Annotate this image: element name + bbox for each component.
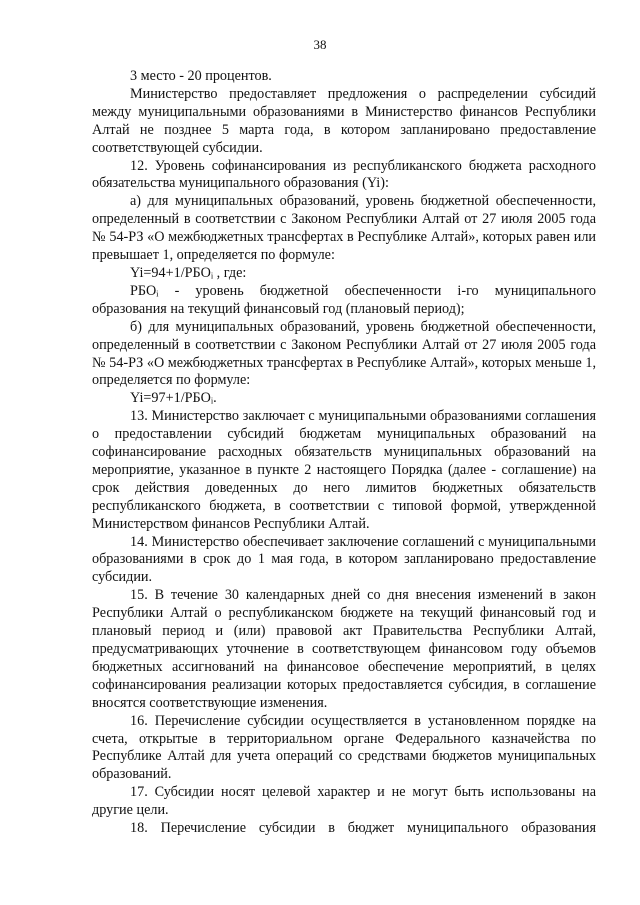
paragraph-item-13: 13. Министерство заключает с муниципальными образованиями соглашения о предоставлении субсидий бюджетам муниципальных образований на софинансирование расходных обязательств муниципальных образований на мероприятие, указанное в пункте 2 настоящего Порядка (далее - соглашение) на срок действия доведенных до него лимитов бюджетных обязательств республиканского бюджета, в соответствии с типовой формой, утвержденной Министерством финансов Республики Алтай. — [92, 408, 596, 532]
paragraph-item-17: 17. Субсидии носят целевой характер и не могут быть использованы на другие цели. — [92, 784, 596, 819]
paragraph-item-15: 15. В течение 30 календарных дней со дня внесения изменений в закон Республики Алтай о республиканском бюджете на текущий финансовый год и плановый период и (или) правовой акт Правительства Республики Алтай, предусматривающих уточнение в соответствующем финансовом году объемов бюджетных ассигнований на финансовое обеспечение мероприятий, в целях софинансирования реализации которых предоставляется субсидия, в соглашение вносятся соответствующие изменения. — [92, 587, 596, 711]
paragraph-rbo-definition: РБОᵢ - уровень бюджетной обеспеченности i-го муниципального образования на текущий финансовый год (плановый период); — [92, 282, 596, 317]
formula-yi-97: Yi=97+1/РБОᵢ. — [130, 390, 217, 407]
paragraph-item-18: 18. Перечисление субсидии в бюджет муниципального образования — [130, 820, 596, 837]
page-number: 38 — [313, 37, 327, 52]
paragraph-place-3: 3 место - 20 процентов. — [130, 68, 272, 84]
paragraph-ministry-proposals: Министерство предоставляет предложения о распределении субсидий между муниципальными образованиями в Министерство финансов Республики Алтай не позднее 5 марта года, в котором запланировано предоставление соответствующей субсидии. — [92, 85, 596, 156]
paragraph-item-12a: а) для муниципальных образований, уровень бюджетной обеспеченности, определенный в соответствии с Законом Республики Алтай от 27 июля 2005 года № 54-РЗ «О межбюджетных трансфертах в Республике Алтай», которых равен или превышает 1, определяется по формуле: — [92, 193, 596, 264]
paragraph-item-12: 12. Уровень софинансирования из республиканского бюджета расходного обязательства муниципального образования (Yi): — [92, 157, 596, 192]
paragraph-item-12b: б) для муниципальных образований, уровень бюджетной обеспеченности, определенный в соответствии с Законом Республики Алтай от 27 июля 2005 года № 54-РЗ «О межбюджетных трансфертах в Республике Алтай», которых меньше 1, определяется по формуле: — [92, 318, 596, 389]
formula-yi-94: Yi=94+1/РБОᵢ , где: — [130, 264, 247, 281]
paragraph-item-16: 16. Перечисление субсидии осуществляется в установленном порядке на счета, открытые в территориальном органе Федерального казначейства по Республике Алтай для учета операций со средствами бюджетов муниципальных образований. — [92, 712, 596, 783]
paragraph-item-14: 14. Министерство обеспечивает заключение соглашений с муниципальными образованиями в срок до 1 мая года, в котором запланировано предоставление субсидии. — [92, 533, 596, 586]
document-body — [92, 68, 596, 838]
